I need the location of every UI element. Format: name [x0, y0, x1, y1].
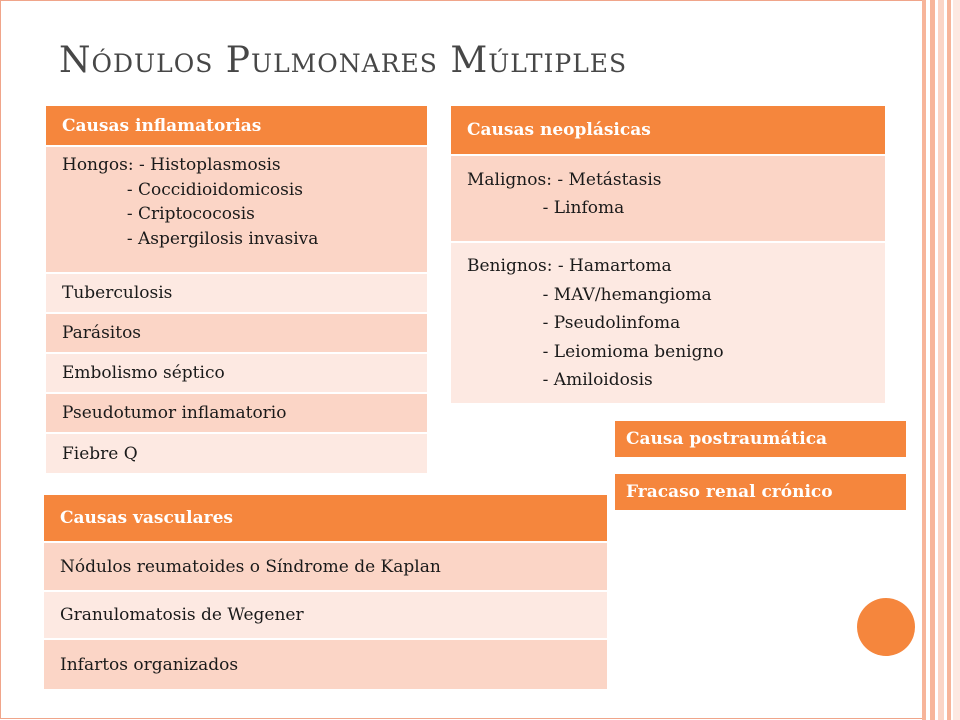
- neoplasicas-header: Causas neoplásicas: [451, 106, 885, 156]
- hongos-line: Hongos: - Histoplasmosis: [62, 155, 281, 175]
- benignos-line: Benignos: - Hamartoma: [467, 256, 672, 276]
- slide-title: Nódulos Pulmonares Múltiples: [59, 40, 628, 81]
- table-row: Nódulos reumatoides o Síndrome de Kaplan: [44, 543, 607, 592]
- table-row: Granulomatosis de Wegener: [44, 592, 607, 640]
- decor-stripe: [922, 0, 926, 720]
- vasculares-table: [44, 495, 607, 689]
- benignos-line: - Pseudolinfoma: [467, 313, 681, 333]
- hongos-line: - Criptococosis: [62, 204, 255, 224]
- table-row: Infartos organizados: [44, 640, 607, 689]
- inflamatorias-table: [46, 106, 427, 473]
- benignos-line: - Leiomioma benigno: [467, 341, 724, 362]
- decor-circle: [857, 598, 915, 656]
- decor-stripe: [953, 0, 960, 720]
- table-row: Embolismo séptico: [46, 354, 427, 394]
- benignos-line: - Amiloidosis: [467, 370, 653, 390]
- hongos-line: - Aspergilosis invasiva: [62, 228, 319, 249]
- malignos-row: [451, 156, 885, 243]
- malignos-line: - Linfoma: [467, 198, 625, 218]
- postraumatica-label: Causa postraumática: [615, 421, 906, 457]
- table-row: Tuberculosis: [46, 274, 427, 314]
- decor-stripe: [947, 0, 951, 720]
- vasculares-header: Causas vasculares: [44, 495, 607, 543]
- malignos-line: Malignos: - Metástasis: [467, 170, 662, 190]
- benignos-row: [451, 243, 885, 403]
- neoplasicas-table: [451, 106, 885, 403]
- benignos-line: - MAV/hemangioma: [467, 284, 712, 305]
- decor-stripe: [930, 0, 935, 720]
- hongos-row: [46, 147, 427, 274]
- table-row: Parásitos: [46, 314, 427, 354]
- table-row: Fiebre Q: [46, 434, 427, 473]
- inflamatorias-header: Causas inflamatorias: [46, 106, 427, 147]
- table-row: Pseudotumor inflamatorio: [46, 394, 427, 434]
- hongos-line: - Coccidioidomicosis: [62, 179, 304, 200]
- decor-stripe: [938, 0, 944, 720]
- renal-label: Fracaso renal crónico: [615, 474, 906, 510]
